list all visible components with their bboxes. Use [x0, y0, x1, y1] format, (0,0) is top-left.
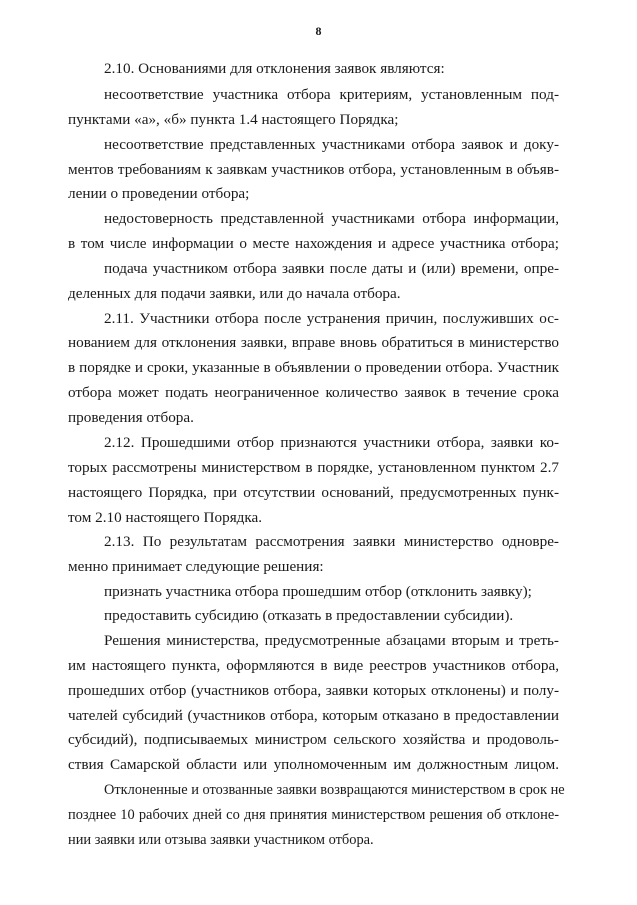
text-line: недостоверность представленной участниками отбора информации, [104, 210, 559, 227]
text-line: признать участника отбора прошедшим отбор (отклонить заявку); [104, 583, 532, 600]
text-line: позднее 10 рабочих дней со дня принятия министерством решения об отклоне- [68, 807, 559, 823]
text-line: нии заявки или отзыва заявки участником отбора. [68, 832, 374, 848]
text-line: ментов требованиям к заявкам участников отбора, установленным в объяв- [68, 161, 559, 178]
text-line: Отклоненные и отозванные заявки возвращаются министерством в срок не [104, 782, 565, 798]
text-line: деленных для подачи заявки, или до начала отбора. [68, 285, 401, 302]
text-line: проведения отбора. [68, 409, 194, 426]
text-line: том 2.10 настоящего Порядка. [68, 509, 263, 526]
text-line: прошедших отбор (участников отбора, заявки которых отклонены) и полу- [68, 682, 559, 699]
text-line: торых рассмотрены министерством в порядке, установленном пунктом 2.7 [68, 459, 559, 476]
text-line: 2.10. Основаниями для отклонения заявок являются: [104, 60, 445, 77]
text-line: пунктами «а», «б» пункта 1.4 настоящего Порядка; [68, 111, 399, 128]
text-line: Решения министерства, предусмотренные абзацами вторым и треть- [104, 632, 559, 649]
text-line: несоответствие участника отбора критериям, установленным под- [104, 86, 559, 103]
text-line: 2.11. Участники отбора после устранения причин, послуживших ос- [104, 310, 559, 327]
text-line: им настоящего пункта, оформляются в виде реестров участников отбора, [68, 657, 559, 674]
text-line: отбора может подать неограниченное количество заявок в течение срока [68, 384, 559, 401]
text-line: настоящего Порядка, при отсутствии оснований, предусмотренных пунк- [68, 484, 559, 501]
text-line: лении о проведении отбора; [68, 185, 250, 202]
text-line: 2.13. По результатам рассмотрения заявки министерство одновре- [104, 533, 559, 550]
text-line: в том числе информации о месте нахождения и адресе участника отбора; [68, 235, 559, 252]
text-line: несоответствие представленных участниками отбора заявок и доку- [104, 136, 559, 153]
text-line: в порядке и сроки, указанные в объявлении о проведении отбора. Участник [68, 359, 559, 376]
text-line: предоставить субсидию (отказать в предоставлении субсидии). [104, 607, 514, 624]
text-line: подача участником отбора заявки после даты и (или) времени, опре- [104, 260, 559, 277]
text-line: менно принимает следующие решения: [68, 558, 324, 575]
text-line: чателей субсидий (участников отбора, которым отказано в предоставлении [68, 707, 559, 724]
page-number: 8 [315, 24, 322, 38]
text-line: ствия Самарской области или уполномоченным им должностным лицом. [68, 756, 559, 773]
text-line: субсидий), подписываемых министром сельского хозяйства и продоволь- [68, 731, 559, 748]
text-line: нованием для отклонения заявки, вправе вновь обратиться в министерство [68, 334, 559, 351]
text-line: 2.12. Прошедшими отбор признаются участники отбора, заявки ко- [104, 434, 559, 451]
